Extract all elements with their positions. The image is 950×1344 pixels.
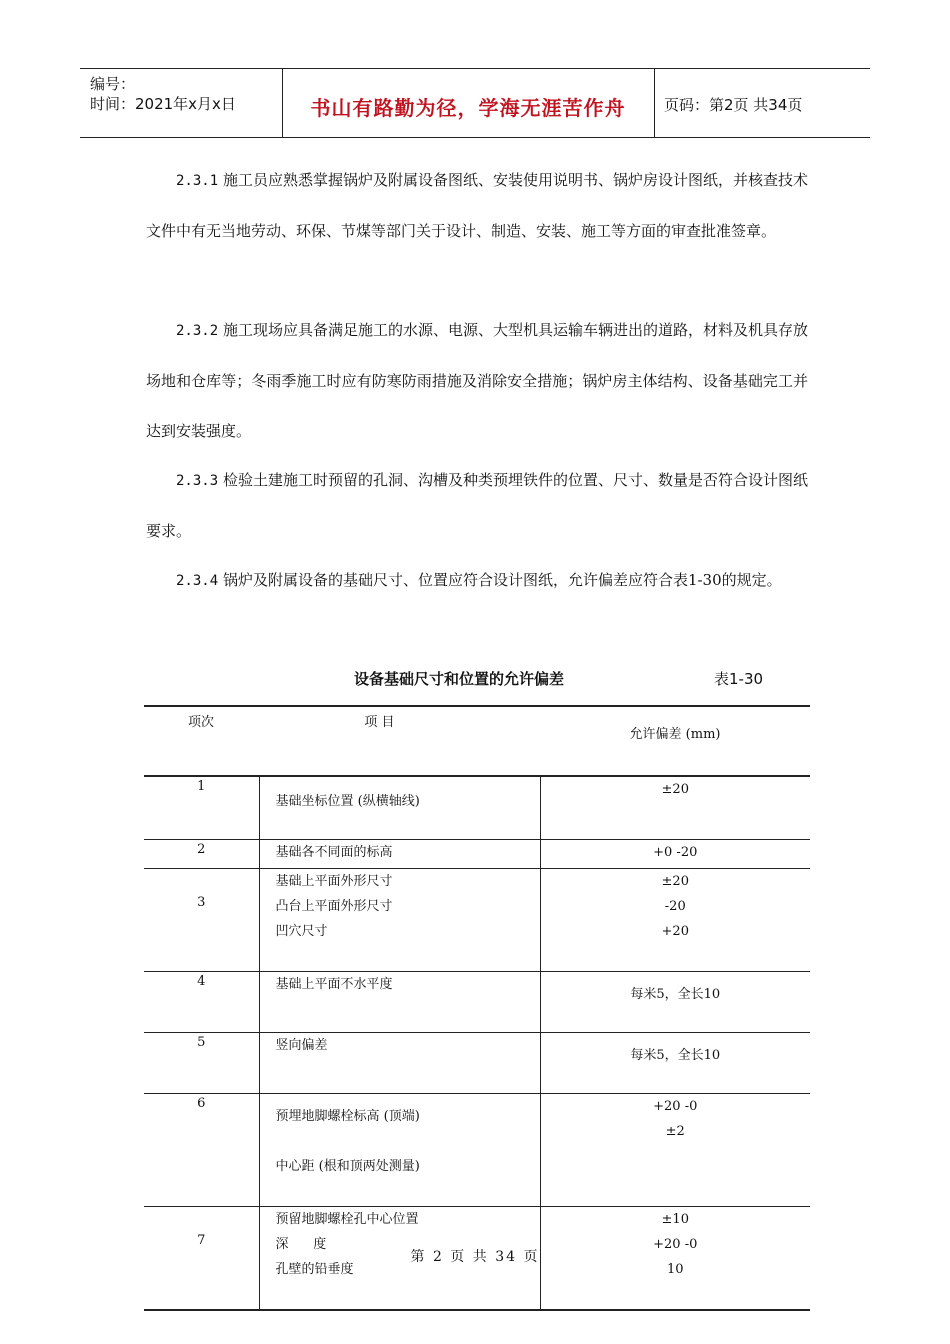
- header-motto-cell: [282, 69, 655, 137]
- row-tolerance: [540, 776, 810, 840]
- item-line: 凹穴尺寸: [275, 924, 328, 939]
- item-line: 中心距 (根和顶两处测量): [275, 1159, 420, 1174]
- tolerance-line: ±20: [661, 782, 689, 797]
- paragraph-2-3-2: [146, 305, 808, 456]
- tolerance-line: ±10: [661, 1212, 689, 1227]
- row-index: 5: [144, 1033, 259, 1094]
- header-item: 项 目: [259, 706, 540, 776]
- table-row: [144, 840, 810, 869]
- header-page-number: 页码：第2页 共34页: [664, 96, 803, 114]
- item-line: 基础坐标位置 (纵横轴线): [275, 794, 420, 809]
- row-item: [259, 1094, 540, 1207]
- paragraph-text: 锅炉及附属设备的基础尺寸、位置应符合设计图纸，允许偏差应符合表1-30的规定。: [222, 571, 782, 589]
- tolerance-line: 10: [666, 1262, 684, 1277]
- item-line: 竖向偏差: [275, 1038, 328, 1053]
- tolerance-line: +20 -0: [653, 1237, 698, 1252]
- row-item: [259, 776, 540, 840]
- tolerance-line: 每米5，全长10: [630, 987, 721, 1002]
- row-item: [259, 840, 540, 869]
- row-tolerance: [540, 869, 810, 972]
- item-line: 基础上平面不水平度: [275, 977, 393, 992]
- row-item: [259, 972, 540, 1033]
- table-row: [144, 1094, 810, 1207]
- item-line: 深 度: [275, 1237, 327, 1252]
- row-item: [259, 1033, 540, 1094]
- header-meta-cell: [80, 69, 283, 137]
- tolerance-line: +0 -20: [653, 845, 698, 860]
- paragraph-2-3-3: [146, 455, 808, 556]
- document-date-label: 时间：2021年x月x日: [90, 95, 236, 113]
- row-index: 1: [144, 776, 259, 840]
- paragraph-2-3-4: [146, 555, 808, 606]
- item-line: 预留地脚螺栓孔中心位置: [275, 1212, 419, 1227]
- row-index: 7: [144, 1207, 259, 1311]
- header-page-cell: [654, 69, 870, 137]
- row-tolerance: [540, 1094, 810, 1207]
- paragraph-text: 施工员应熟悉掌握锅炉及附属设备图纸、安装使用说明书、锅炉房设计图纸，并核查技术文件中有无当地劳动、环保、节煤等部门关于设计、制造、安装、施工等方面的审查批准签章。: [146, 171, 808, 240]
- tolerance-line: +20 -0: [653, 1099, 698, 1114]
- item-line: 凸台上平面外形尺寸: [275, 899, 393, 914]
- table-title: 设备基础尺寸和位置的允许偏差: [354, 670, 565, 688]
- item-line: 基础上平面外形尺寸: [275, 874, 393, 889]
- paragraph-text: 施工现场应具备满足施工的水源、电源、大型机具运输车辆进出的道路，材料及机具存放场地和仓库等；冬雨季施工时应有防寒防雨措施及消除安全措施；锅炉房主体结构、设备基础完工并达到安装强度。: [146, 321, 808, 440]
- tolerance-line: ±20: [661, 874, 689, 889]
- document-number-label: 编号：: [90, 75, 136, 93]
- section-number: 2.3.1: [176, 173, 219, 189]
- paragraph-text: 检验土建施工时预留的孔洞、沟槽及种类预埋铁件的位置、尺寸、数量是否符合设计图纸要求。: [146, 471, 808, 540]
- page-header: [80, 68, 870, 138]
- page-footer: 第 2 页 共 34 页: [410, 1249, 540, 1265]
- section-number: 2.3.2: [176, 323, 219, 339]
- header-tolerance: 允许偏差 (mm): [540, 706, 810, 776]
- tolerance-line: -20: [664, 899, 686, 914]
- table-header-row: [144, 706, 810, 776]
- tolerance-line: ±2: [665, 1124, 685, 1139]
- row-index: 2: [144, 840, 259, 869]
- row-tolerance: [540, 840, 810, 869]
- row-index: 6: [144, 1094, 259, 1207]
- row-tolerance: [540, 1033, 810, 1094]
- item-line: 基础各不同面的标高: [275, 845, 393, 860]
- item-line: 孔壁的铅垂度: [275, 1262, 354, 1277]
- table-row: [144, 776, 810, 840]
- row-tolerance: [540, 972, 810, 1033]
- table-row: [144, 869, 810, 972]
- tolerance-line: 每米5，全长10: [630, 1048, 721, 1063]
- table-caption: [146, 666, 808, 690]
- header-motto: 书山有路勤为径，学海无涯苦作舟: [310, 96, 626, 120]
- item-line: 预埋地脚螺栓标高 (顶端): [275, 1109, 420, 1124]
- header-index: 项次: [144, 706, 259, 776]
- table-row: [144, 1033, 810, 1094]
- table-row: [144, 972, 810, 1033]
- row-index: 4: [144, 972, 259, 1033]
- section-number: 2.3.4: [176, 573, 219, 589]
- section-number: 2.3.3: [176, 473, 219, 489]
- tolerance-line: +20: [661, 924, 689, 939]
- paragraph-2-3-1: [146, 155, 808, 256]
- tolerance-table: [144, 705, 810, 1311]
- row-index: 3: [144, 869, 259, 972]
- table-number: 表1-30: [714, 670, 764, 688]
- row-item: [259, 869, 540, 972]
